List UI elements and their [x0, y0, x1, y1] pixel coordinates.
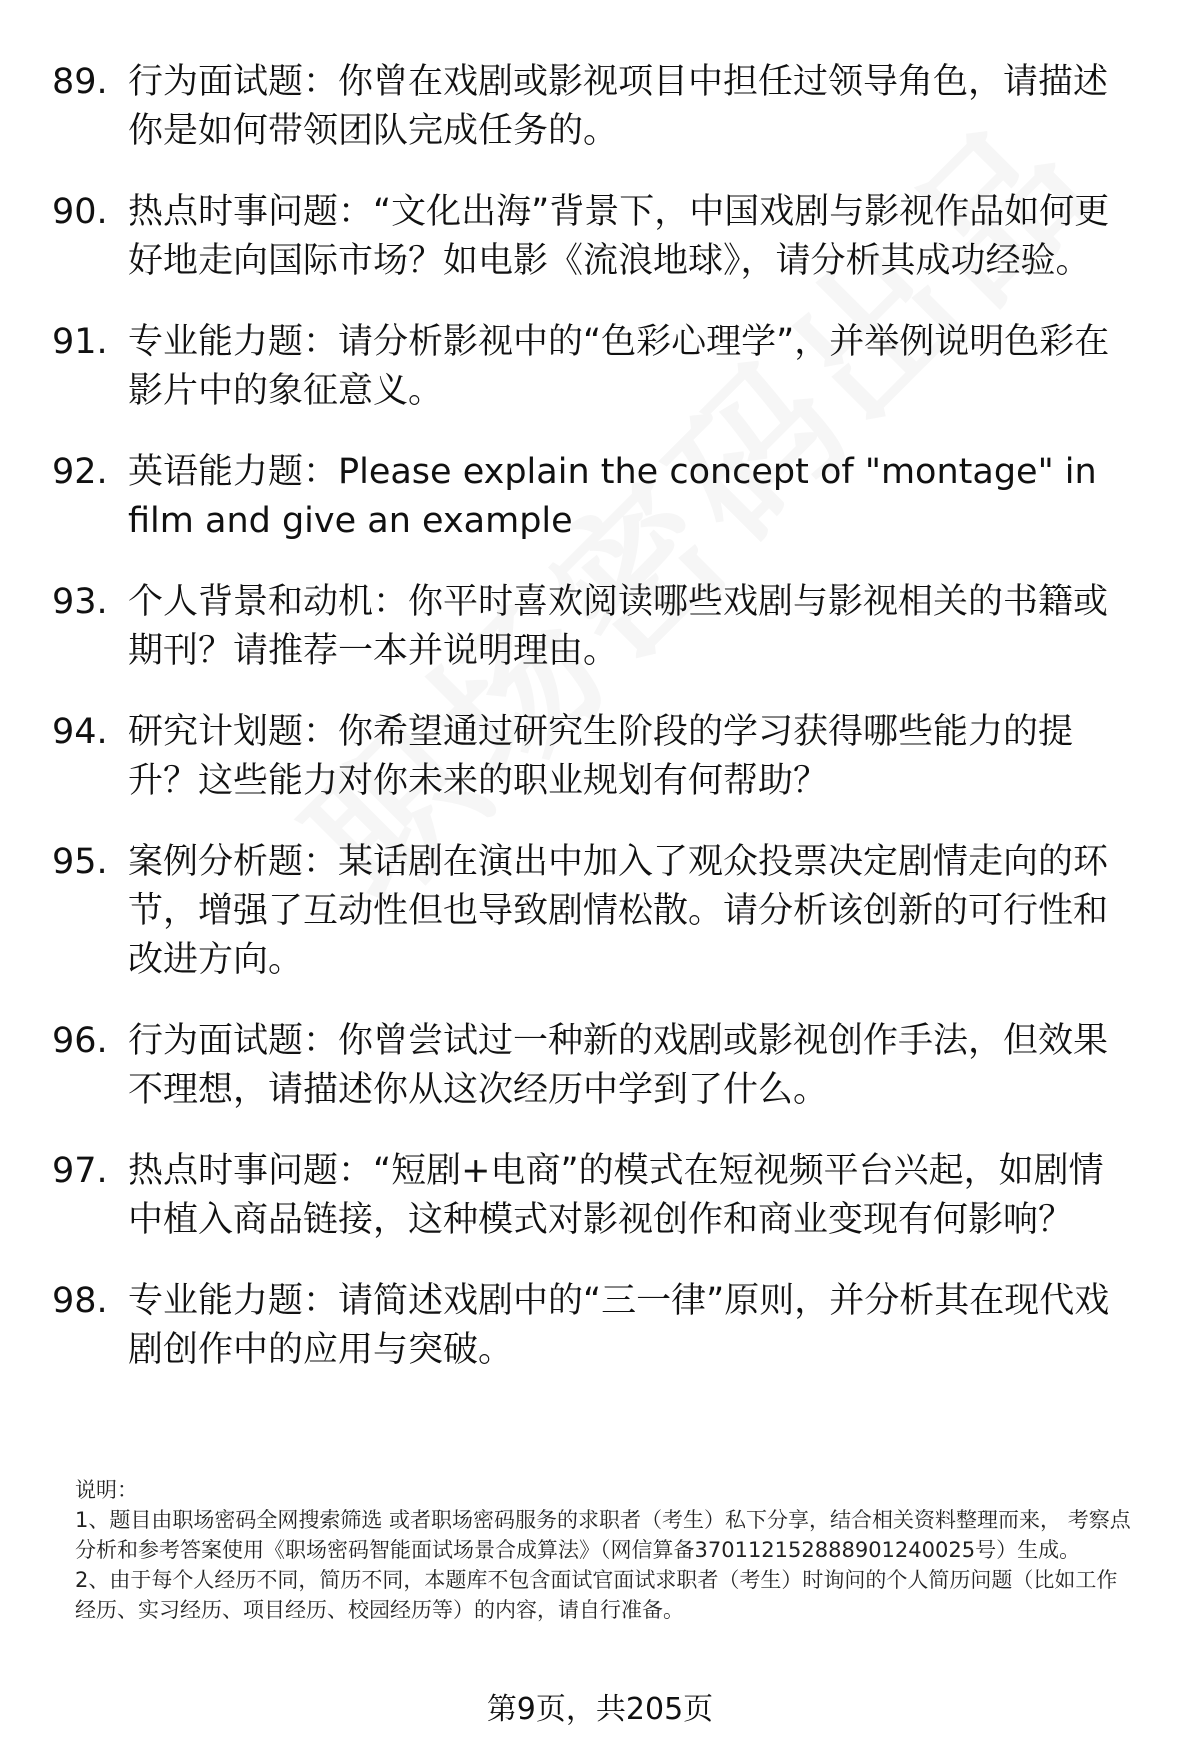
question-number: 91.: [52, 322, 108, 362]
question-item: [0, 1017, 1200, 1115]
question-number: 90.: [52, 192, 108, 232]
question-text: 专业能力题：请分析影视中的“色彩心理学”，并举例说明色彩在影片中的象征意义。: [128, 322, 1110, 411]
question-text: 英语能力题：Please explain the concept of "montage" in film and give an example: [128, 452, 1097, 541]
page-footer: [0, 1690, 1200, 1730]
notes-item-2: 2、由于每个人经历不同，简历不同，本题库不包含面试官面试求职者（考生）时询问的个人简历问题（比如工作经历、实习经历、项目经历、校园经历等）的内容，请自行准备。: [75, 1568, 1118, 1622]
question-number: 94.: [52, 712, 108, 752]
question-item: [0, 58, 1200, 156]
question-text: 专业能力题：请简述戏剧中的“三一律”原则，并分析其在现代戏剧创作中的应用与突破。: [128, 1281, 1110, 1370]
question-text: 热点时事问题：“短剧+电商”的模式在短视频平台兴起，如剧情中植入商品链接，这种模式对影视创作和商业变现有何影响？: [128, 1151, 1104, 1240]
question-item: [0, 838, 1200, 985]
notes-heading: 说明：: [75, 1478, 138, 1502]
question-number: 98.: [52, 1281, 108, 1321]
question-item: [0, 1277, 1200, 1375]
question-number: 93.: [52, 582, 108, 622]
question-number: 89.: [52, 62, 108, 102]
question-item: [0, 188, 1200, 286]
question-number: 95.: [52, 842, 108, 882]
question-number: 92.: [52, 452, 108, 492]
question-number: 96.: [52, 1021, 108, 1061]
question-text: 热点时事问题：“文化出海”背景下，中国戏剧与影视作品如何更好地走向国际市场？如电影《流浪地球》，请分析其成功经验。: [128, 192, 1110, 281]
question-text: 案例分析题：某话剧在演出中加入了观众投票决定剧情走向的环节，增强了互动性但也导致剧情松散。请分析该创新的可行性和改进方向。: [128, 842, 1109, 980]
question-item: [0, 448, 1200, 546]
notes-section: [75, 1475, 1135, 1625]
question-text: 研究计划题：你希望通过研究生阶段的学习获得哪些能力的提升？这些能力对你未来的职业规划有何帮助？: [128, 712, 1074, 801]
page-number: 第9页，共205页: [486, 1692, 714, 1727]
question-item: [0, 1147, 1200, 1245]
question-text: 行为面试题：你曾在戏剧或影视项目中担任过领导角色，请描述你是如何带领团队完成任务的。: [128, 62, 1109, 151]
question-item: [0, 578, 1200, 676]
question-item: [0, 708, 1200, 806]
notes-item-1: 1、题目由职场密码全网搜索筛选 或者职场密码服务的求职者（考生）私下分享，结合相关资料整理而来， 考察点分析和参考答案使用《职场密码智能面试场景合成算法》（网信算备370112152888901240025号）生成。: [75, 1508, 1131, 1562]
question-text: 个人背景和动机：你平时喜欢阅读哪些戏剧与影视相关的书籍或期刊？请推荐一本并说明理由。: [128, 582, 1109, 671]
question-number: 97.: [52, 1151, 108, 1191]
question-text: 行为面试题：你曾尝试过一种新的戏剧或影视创作手法，但效果不理想，请描述你从这次经历中学到了什么。: [128, 1021, 1109, 1110]
question-item: [0, 318, 1200, 416]
question-list: [0, 58, 1200, 1407]
